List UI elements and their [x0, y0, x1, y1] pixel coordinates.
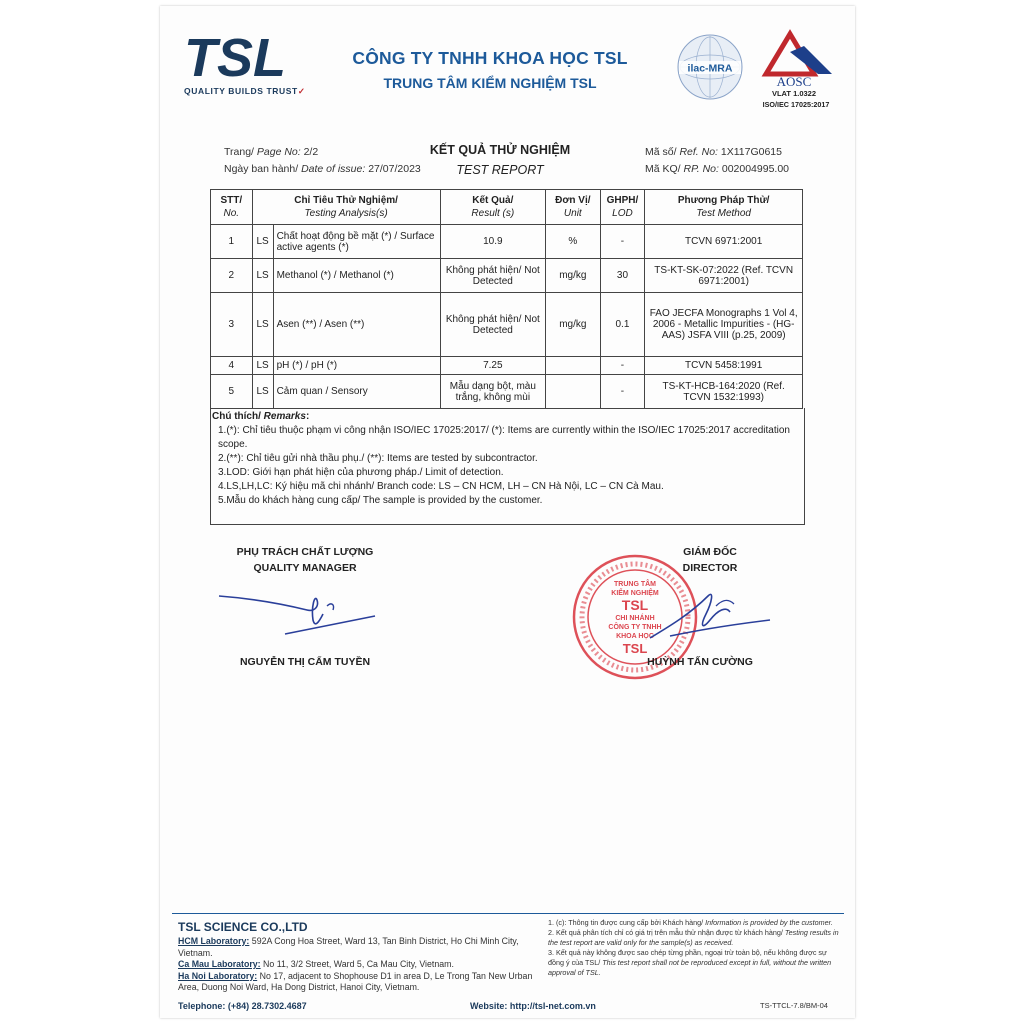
ilac-mra-icon	[675, 32, 745, 102]
aosc-code: VLAT 1.0322	[771, 89, 817, 98]
remark-line: 1.(*): Chỉ tiêu thuộc phạm vi công nhận ISO/IEC 17025:2017/ (*): Items are currently within the ISO/IEC 17025:2017 accreditation scope.	[218, 425, 790, 450]
company-name: CÔNG TY TNHH KHOA HỌC TSL	[352, 48, 628, 68]
cell-no: 5	[211, 375, 253, 409]
cell-lod: -	[600, 357, 645, 375]
quality-manager-role: PHỤ TRÁCH CHẤT LƯỢNG QUALITY MANAGER	[236, 546, 374, 574]
footer-notes	[548, 918, 843, 978]
cell-unit: mg/kg	[546, 293, 600, 357]
footer-note: 2. Kết quả phân tích chỉ có giá trị trên mẫu thử nhận được từ khách hàng/ Testing results in the test report are valid only for the sample(s) as received.	[548, 928, 839, 947]
cell-unit	[546, 375, 600, 409]
cell-result: Không phát hiện/ Not Detected	[440, 293, 546, 357]
cell-result: Mẫu dạng bột, màu trắng, không mùi	[440, 375, 546, 409]
svg-text:CÔNG TY TNHH: CÔNG TY TNHH	[608, 624, 662, 631]
center-name: TRUNG TÂM KIỂM NGHIỆM TSL	[383, 75, 597, 91]
cell-lod: -	[600, 225, 645, 259]
report-title: KẾT QUẢ THỬ NGHIỆM	[429, 143, 571, 157]
cell-analysis: Methanol (*) / Methanol (*)	[273, 259, 440, 293]
svg-text:KIỂM NGHIỆM: KIỂM NGHIỆM	[611, 590, 659, 597]
remarks-title: Chú thích/ Remarks:	[212, 411, 310, 422]
svg-text:TSL: TSL	[621, 597, 649, 613]
page-number: Trang/ Page No: 2/2	[224, 146, 319, 158]
aosc-text: AOSC	[776, 74, 812, 89]
footer-divider	[172, 913, 844, 914]
cell-method: TCVN 6971:2001	[645, 225, 803, 259]
footer-phone: Telephone: (+84) 28.7302.4687	[178, 1001, 307, 1011]
logo-tagline: QUALITY BUILDS TRUST✓	[184, 86, 306, 96]
table-header-row	[211, 190, 803, 225]
director-role: GIÁM ĐỐC DIRECTOR	[682, 546, 738, 574]
footer-camau: Ca Mau Laboratory: No 11, 3/2 Street, Ward 5, Ca Mau City, Vietnam.	[178, 959, 454, 969]
col-header-method: Phương Pháp Thử/ Test Method	[645, 190, 803, 225]
footer-hanoi: Ha Noi Laboratory: No 17, adjacent to Shophouse D1 in area D, Le Trong Tan New Urban Area, Duong Noi Ward, Ha Dong District, Hanoi City, Vietnam.	[178, 970, 533, 992]
cell-analysis: Chất hoạt động bề mặt (*) / Surface active agents (*)	[273, 225, 440, 259]
remark-line: 5.Mẫu do khách hàng cung cấp/ The sample is provided by the customer.	[218, 495, 543, 506]
remark-line: 3.LOD: Giới hạn phát hiện của phương pháp./ Limit of detection.	[218, 467, 504, 478]
ref-number: Mã số/ Ref. No: 1X117G0615	[645, 146, 782, 158]
svg-text:TRUNG TÂM: TRUNG TÂM	[614, 581, 656, 588]
cell-lod: 0.1	[600, 293, 645, 357]
cell-lod: -	[600, 375, 645, 409]
table-row	[211, 293, 803, 357]
cell-method: TS-KT-HCB-164:2020 (Ref. TCVN 1532:1993)	[645, 375, 803, 409]
cell-analysis: Asen (**) / Asen (**)	[273, 293, 440, 357]
svg-text:KHOA HỌC: KHOA HỌC	[616, 633, 654, 640]
iso-text: ISO/IEC 17025:2017	[762, 100, 830, 109]
remarks	[212, 410, 802, 508]
report-subtitle: TEST REPORT	[456, 163, 544, 177]
cell-branch: LS	[252, 357, 273, 375]
cell-unit: mg/kg	[546, 259, 600, 293]
results-table	[210, 189, 803, 409]
footer-company: TSL SCIENCE CO.,LTD	[178, 920, 308, 934]
remark-line: 4.LS,LH,LC: Ký hiệu mã chi nhánh/ Branch code: LS – CN HCM, LH – CN Hà Nội, LC – CN Cà Mau.	[218, 481, 664, 492]
footer-note: 1. (c): Thông tin được cung cấp bởi Khách hàng/ Information is provided by the customer.	[548, 918, 833, 927]
svg-text:CHI NHÁNH: CHI NHÁNH	[615, 615, 655, 622]
director-name: HUỲNH TẤN CƯỜNG	[647, 656, 753, 668]
table-row	[211, 375, 803, 409]
cell-result: 7.25	[440, 357, 546, 375]
tsl-logo-text: TSL	[184, 30, 286, 82]
cell-result: 10.9	[440, 225, 546, 259]
footer-website[interactable]: Website: http://tsl-net.com.vn	[470, 1001, 596, 1011]
cell-analysis: pH (*) / pH (*)	[273, 357, 440, 375]
cell-no: 1	[211, 225, 253, 259]
footer-hcm: HCM Laboratory: 592A Cong Hoa Street, Ward 13, Tan Binh District, Ho Chi Minh City, Vietnam.	[178, 936, 519, 958]
cell-method: FAO JECFA Monographs 1 Vol 4, 2006 - Metallic Impurities - (HG-AAS) JSFA VIII (p.25, 2009)	[645, 293, 803, 357]
table-row	[211, 259, 803, 293]
svg-text:TSL: TSL	[622, 641, 648, 656]
cell-analysis: Cảm quan / Sensory	[273, 375, 440, 409]
col-header-unit: Đơn Vị/ Unit	[546, 190, 600, 225]
footer-addresses	[178, 936, 538, 994]
cell-lod: 30	[600, 259, 645, 293]
cell-branch: LS	[252, 375, 273, 409]
cell-no: 4	[211, 357, 253, 375]
quality-manager-name: NGUYỄN THỊ CẨM TUYỀN	[239, 656, 371, 668]
tsl-logo-icon	[182, 30, 312, 82]
col-header-result: Kết Quả/ Result (s)	[440, 190, 546, 225]
quality-manager-signature-icon	[215, 576, 385, 646]
cell-branch: LS	[252, 293, 273, 357]
issue-date: Ngày ban hành/ Date of issue: 27/07/2023	[224, 163, 421, 175]
col-header-analysis: Chỉ Tiêu Thử Nghiệm/ Testing Analysis(s)	[252, 190, 440, 225]
footer-note: 3. Kết quả này không được sao chép từng phần, ngoại trừ toàn bộ, nếu không được sự đồng ý của TSL/ This test report shall not be reproduced except in full, without the written approval of TSL.	[548, 948, 832, 977]
report-sheet	[160, 6, 855, 1018]
cell-branch: LS	[252, 259, 273, 293]
cell-branch: LS	[252, 225, 273, 259]
cell-method: TCVN 5458:1991	[645, 357, 803, 375]
col-header-lod: GHPH/ LOD	[600, 190, 645, 225]
rp-number: Mã KQ/ RP. No: 002004995.00	[645, 163, 790, 175]
cell-unit	[546, 357, 600, 375]
table-row	[211, 357, 803, 375]
aosc-icon	[756, 28, 842, 112]
cell-no: 2	[211, 259, 253, 293]
footer-form-code: TS-TTCL-7.8/BM-04	[760, 1001, 828, 1010]
table-row	[211, 225, 803, 259]
cell-no: 3	[211, 293, 253, 357]
cell-method: TS-KT-SK-07:2022 (Ref. TCVN 6971:2001)	[645, 259, 803, 293]
col-header-stt: STT/ No.	[211, 190, 253, 225]
cell-unit: %	[546, 225, 600, 259]
director-signature-icon	[630, 576, 780, 656]
ilac-text: ilac-MRA	[687, 62, 733, 75]
remark-line: 2.(**): Chỉ tiêu gửi nhà thầu phụ./ (**): Items are tested by subcontractor.	[218, 453, 538, 464]
cell-result: Không phát hiện/ Not Detected	[440, 259, 546, 293]
